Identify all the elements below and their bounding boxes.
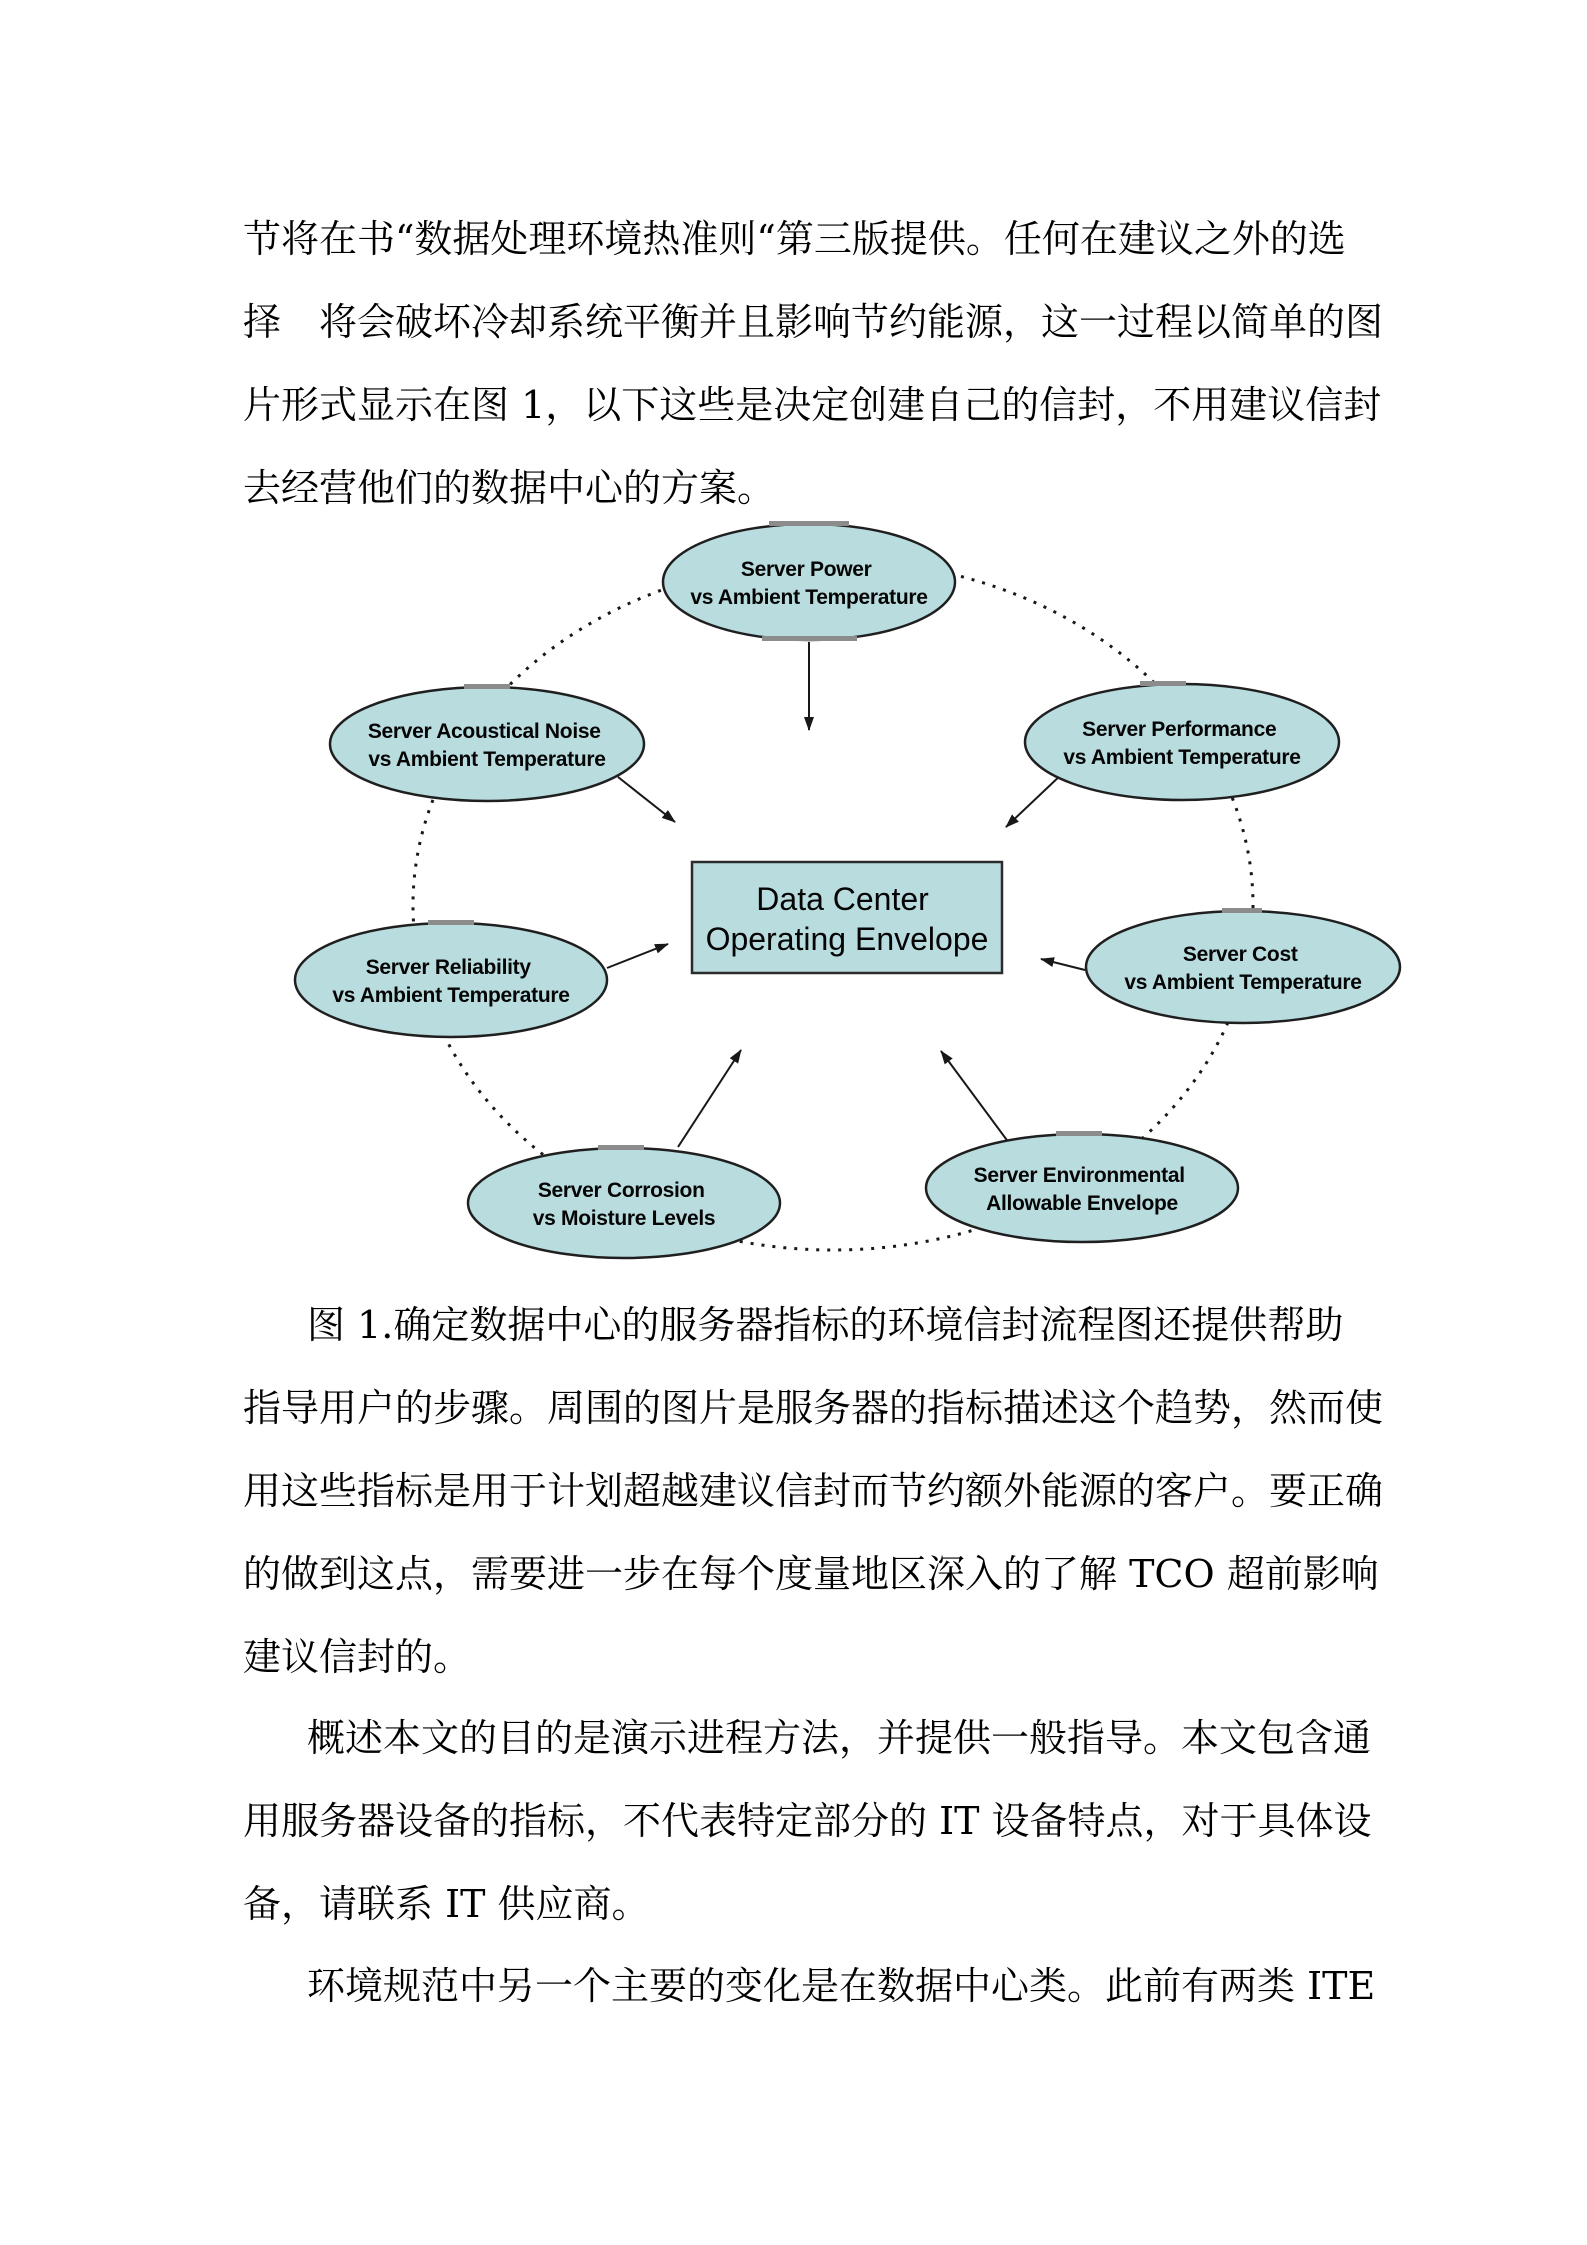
- paragraph-3: [243, 1945, 1376, 2028]
- node-server-environmental: [926, 1134, 1238, 1242]
- arrow-corrosion: [678, 1050, 741, 1147]
- paragraph-2: [243, 1697, 1372, 1946]
- caption-line: 用这些指标是用于计划超越建议信封而节约额外能源的客户。要正确: [243, 1469, 1384, 1513]
- body-line: 去经营他们的数据中心的方案。: [243, 466, 776, 510]
- caption-line: 图 1.确定数据中心的服务器指标的环境信封流程图还提供帮助: [307, 1303, 1344, 1347]
- body-line: 备，请联系 IT 供应商。: [243, 1882, 650, 1926]
- caption-line: 建议信封的。: [243, 1635, 472, 1679]
- body-line: 片形式显示在图 1，以下这些是决定创建自己的信封，不用建议信封: [243, 383, 1382, 427]
- node-server-cost: [1086, 911, 1400, 1023]
- body-line: 环境规范中另一个主要的变化是在数据中心类。此前有两类 ITE: [307, 1964, 1376, 2008]
- figure-1-diagram: [240, 495, 1440, 1295]
- arrow-reliability: [607, 944, 668, 968]
- node-server-performance: [1025, 684, 1339, 800]
- body-line: 择 将会破坏冷却系统平衡并且影响节约能源，这一过程以简单的图: [243, 300, 1384, 344]
- center-box-label: Data Center Operating Envelope: [705, 881, 989, 957]
- node-server-power: [663, 524, 955, 640]
- node-label: Server Cost vs Ambient Temperature: [1124, 943, 1362, 994]
- arrow-environmental: [941, 1051, 1012, 1147]
- body-line: 用服务器设备的指标，不代表特定部分的 IT 设备特点，对于具体设: [243, 1799, 1372, 1843]
- paragraph-1: [243, 198, 1384, 530]
- body-line: 节将在书“数据处理环境热准则“第三版提供。任何在建议之外的选: [243, 217, 1346, 261]
- node-label: Server Performance vs Ambient Temperature: [1063, 718, 1301, 769]
- node-label: Server Environmental Allowable Envelope: [973, 1164, 1185, 1215]
- node-label: Server Acoustical Noise vs Ambient Temperature: [367, 720, 606, 771]
- caption-line: 指导用户的步骤。周围的图片是服务器的指标描述这个趋势，然而使: [243, 1386, 1384, 1430]
- caption-line: 的做到这点，需要进一步在每个度量地区深入的了解 TCO 超前影响: [243, 1552, 1379, 1596]
- node-data-center-operating-envelope: [692, 862, 1002, 973]
- node-server-corrosion: [468, 1148, 780, 1258]
- node-server-reliability: [295, 923, 607, 1037]
- body-line: 概述本文的目的是演示进程方法，并提供一般指导。本文包含通: [307, 1716, 1372, 1760]
- node-label: Server Power vs Ambient Temperature: [690, 558, 928, 609]
- arrow-performance: [1006, 773, 1063, 827]
- node-server-acoustical-noise: [330, 687, 644, 801]
- figure-caption: [243, 1284, 1384, 1699]
- node-label: Server Corrosion vs Moisture Levels: [532, 1179, 716, 1230]
- arrow-acoustical: [618, 777, 675, 822]
- node-label: Server Reliability vs Ambient Temperature: [332, 956, 570, 1007]
- arrow-cost: [1041, 959, 1085, 970]
